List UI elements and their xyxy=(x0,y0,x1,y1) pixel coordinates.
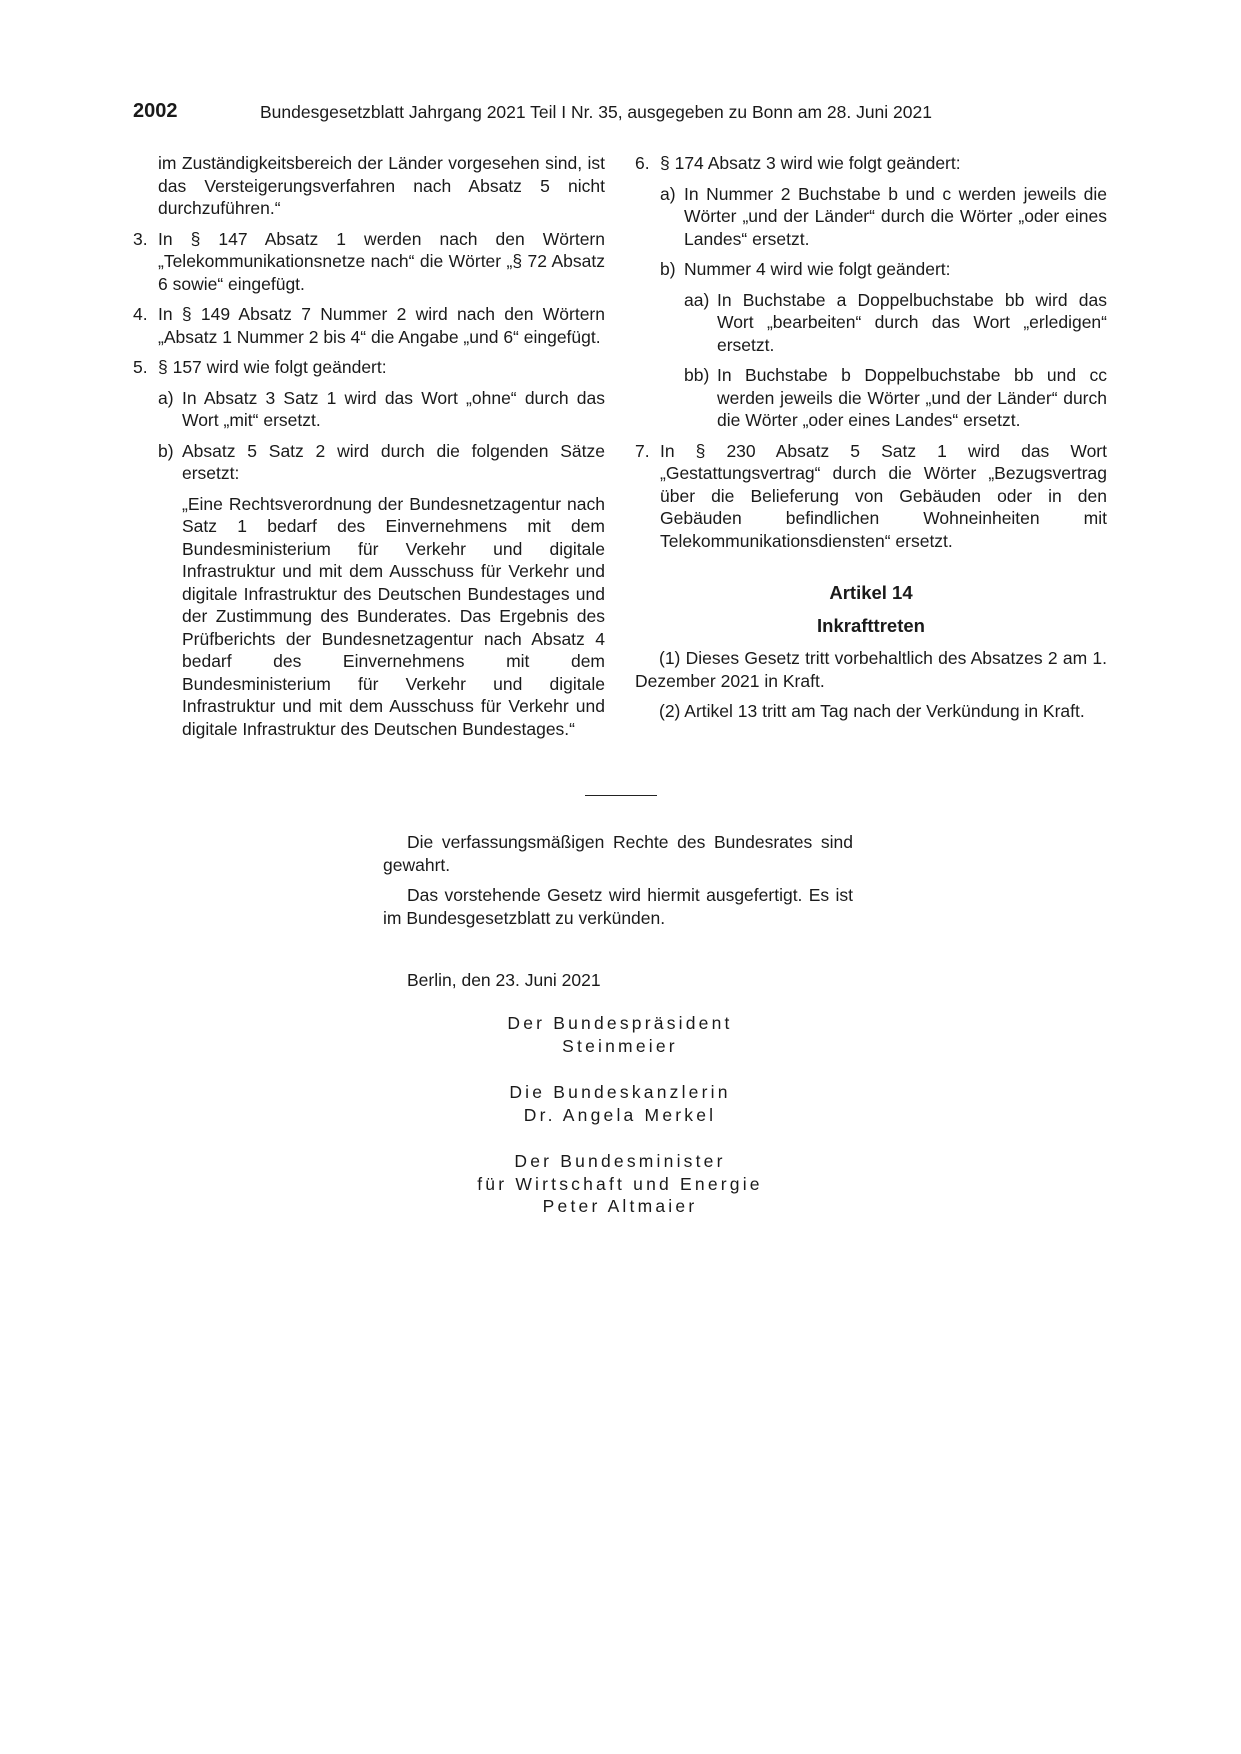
list-label: a) xyxy=(158,387,174,408)
rights-statement: Die verfassungsmäßigen Rechte des Bundesrates sind gewahrt. xyxy=(383,832,853,875)
list-item-text: § 157 wird wie folgt geändert: xyxy=(158,357,387,377)
article-number: Artikel 14 xyxy=(829,582,913,603)
list-label: 6. xyxy=(635,153,650,173)
list-label: a) xyxy=(660,183,676,204)
quoted-amendment: „Eine Rechtsverordnung der Bundesnetzagentur nach Satz 1 bedarf des Einvernehmens mit dem Bundesministerium für Verkehr und digitale Infrastruktur und mit dem Ausschuss für Verkehr und digitale Infrastruktur des Deutschen Bundestages und der Zustimmung des Bunderates. Das Ergebnis des Prüfberichts der Bundesnetzagentur nach Absatz 4 bedarf des Einvernehmens mit dem Bundesministerium für Verkehr und digitale Infrastruktur und mit dem Ausschuss für Verkehr und digitale Infrastruktur des Deutschen Bundestages.“ xyxy=(182,493,605,739)
left-column xyxy=(133,152,605,740)
list-item-text: In Absatz 3 Satz 1 wird das Wort „ohne“ durch das Wort „mit“ ersetzt. xyxy=(182,387,605,430)
signatory-name: Dr. Angela Merkel xyxy=(523,1104,717,1125)
section-divider xyxy=(585,795,657,796)
sub-item-6b xyxy=(635,258,1107,281)
right-column xyxy=(635,152,1107,723)
page-header xyxy=(133,100,1113,126)
signatory-office: Der Bundespräsident xyxy=(507,1013,733,1033)
list-item-3 xyxy=(133,228,605,296)
promulgation-statement: Das vorstehende Gesetz wird hiermit ausgefertigt. Es ist im Bundesgesetzblatt zu verkünden. xyxy=(383,885,853,928)
list-item-text: § 174 Absatz 3 wird wie folgt geändert: xyxy=(660,153,961,173)
signatory-office: Der Bundesminister xyxy=(514,1151,726,1171)
signatory-office: Die Bundeskanzlerin xyxy=(509,1082,731,1102)
continuation-text: im Zuständigkeitsbereich der Länder vorgesehen sind, ist das Versteigerungsverfahren nach Absatz 5 nicht durchzuführen.“ xyxy=(158,153,605,218)
sub-item-6b-bb xyxy=(635,364,1107,432)
signatory-office-line-2: für Wirtschaft und Energie xyxy=(477,1173,763,1194)
list-item-text: In § 149 Absatz 7 Nummer 2 wird nach den Wörtern „Absatz 1 Nummer 2 bis 4“ die Angabe „und 6“ eingefügt. xyxy=(158,304,605,347)
article-paragraph-2: (2) Artikel 13 tritt am Tag nach der Verkündung in Kraft. xyxy=(659,701,1085,721)
list-item-text: Absatz 5 Satz 2 wird durch die folgenden Sätze ersetzt: xyxy=(182,440,605,483)
signature-block xyxy=(400,1081,840,1126)
list-label: bb) xyxy=(684,365,710,385)
list-label: aa) xyxy=(684,289,710,310)
list-item-7 xyxy=(635,440,1107,553)
sub-item-6a xyxy=(635,183,1107,251)
list-item-5 xyxy=(133,356,605,379)
closing-formula xyxy=(383,831,853,929)
signature-block xyxy=(400,1150,840,1218)
list-item-text: In § 147 Absatz 1 werden nach den Wörtern „Telekommunikationsnetze nach“ die Wörter „§ 72 Absatz 6 sowie“ eingefügt. xyxy=(158,228,605,294)
page-number: 2002 xyxy=(133,100,178,122)
list-label: 7. xyxy=(635,440,650,461)
sub-item-5a xyxy=(133,387,605,432)
list-item-text: In Buchstabe a Doppelbuchstabe bb wird das Wort „bearbeiten“ durch das Wort „erledigen“ ersetzt. xyxy=(717,289,1107,355)
list-label: 4. xyxy=(133,304,148,324)
list-item-4 xyxy=(133,303,605,348)
list-item-text: In Nummer 2 Buchstabe b und c werden jeweils die Wörter „und der Länder“ durch die Wörter „oder eines Landes“ ersetzt. xyxy=(684,183,1107,249)
list-item-text: Nummer 4 wird wie folgt geändert: xyxy=(684,259,951,279)
list-label: 3. xyxy=(133,228,148,249)
sub-item-6b-aa xyxy=(635,289,1107,357)
list-label: 5. xyxy=(133,357,148,377)
list-item-6 xyxy=(635,152,1107,175)
place-date: Berlin, den 23. Juni 2021 xyxy=(407,970,601,990)
signatory-name: Steinmeier xyxy=(562,1035,678,1056)
running-head: Bundesgesetzblatt Jahrgang 2021 Teil I Nr. 35, ausgegeben zu Bonn am 28. Juni 2021 xyxy=(260,102,932,122)
signatures xyxy=(400,1012,840,1242)
list-item-text: In Buchstabe b Doppelbuchstabe bb und cc werden jeweils die Wörter „und der Länder“ durch die Wörter „oder eines Landes“ ersetzt. xyxy=(717,365,1107,430)
article-paragraph-1: (1) Dieses Gesetz tritt vorbehaltlich des Absatzes 2 am 1. Dezember 2021 in Kraft. xyxy=(635,648,1107,691)
list-label: b) xyxy=(158,440,174,461)
signature-block xyxy=(400,1012,840,1057)
sub-item-5b xyxy=(133,440,605,485)
article-title: Inkrafttreten xyxy=(817,614,925,636)
list-item-text: In § 230 Absatz 5 Satz 1 wird das Wort „Gestattungsvertrag“ durch die Wörter „Bezugsvertrag über die Belieferung von Gebäuden oder in den Gebäuden befindlichen Wohneinheiten mit Telekommunikationsdiensten“ ersetzt. xyxy=(660,440,1107,551)
list-label: b) xyxy=(660,259,676,279)
signatory-name: Peter Altmaier xyxy=(542,1196,698,1216)
